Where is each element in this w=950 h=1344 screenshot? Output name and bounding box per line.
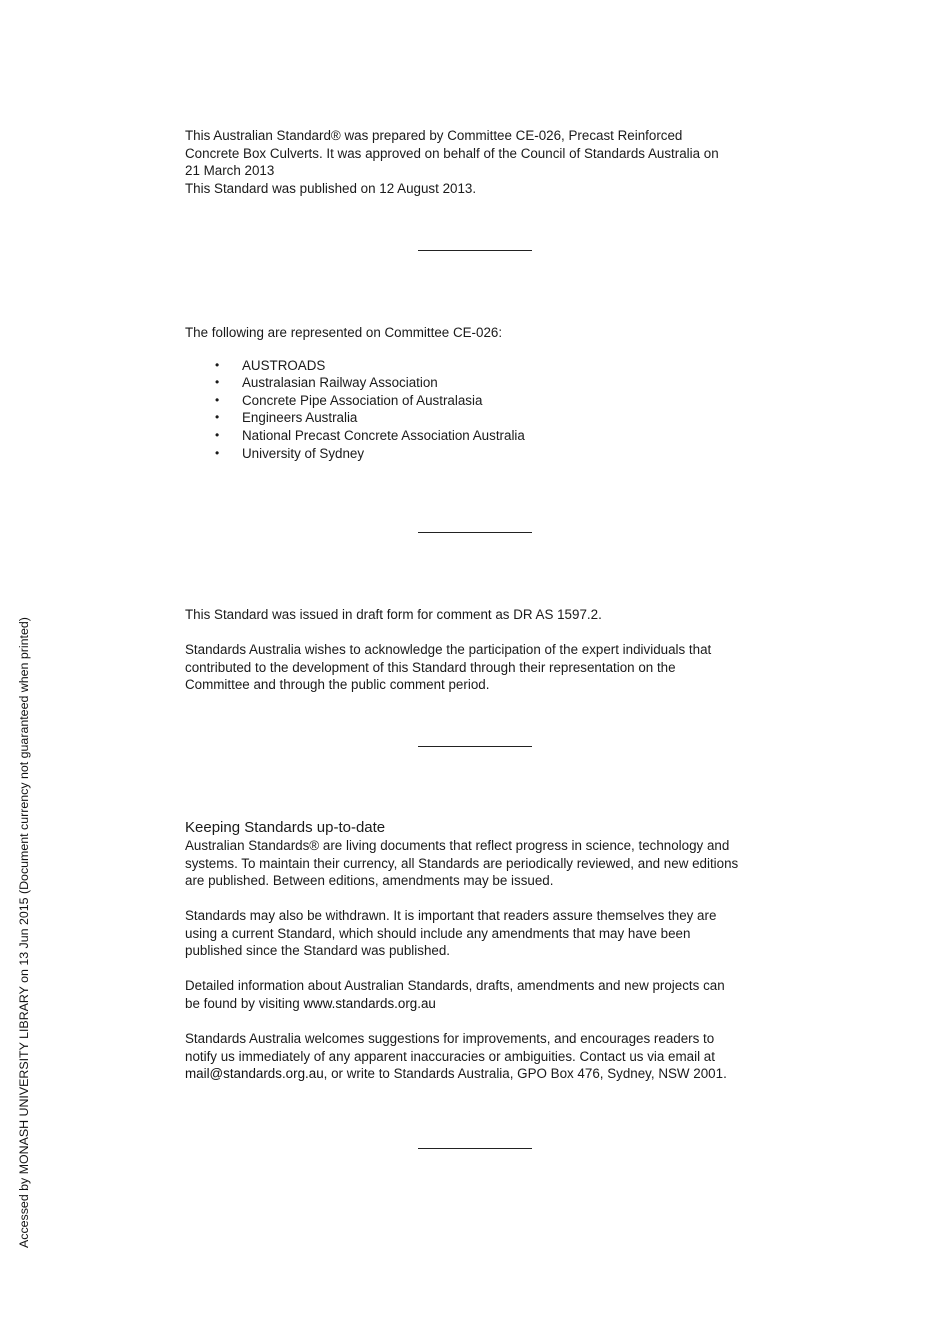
draft-statement: This Standard was issued in draft form for comment as DR AS 1597.2. bbox=[185, 607, 602, 622]
uptodate-block bbox=[185, 819, 775, 1083]
paragraph-line: notify us immediately of any apparent inaccuracies or ambiguities. Contact us via email at bbox=[185, 1048, 715, 1064]
paragraph-line: Detailed information about Australian Standards, drafts, amendments and new projects can bbox=[185, 978, 725, 994]
list-item bbox=[185, 409, 775, 427]
member-name: Concrete Pipe Association of Australasia bbox=[242, 392, 483, 408]
list-item bbox=[185, 427, 775, 445]
email-link[interactable]: mail@standards.org.au bbox=[185, 1066, 324, 1082]
section-divider bbox=[418, 746, 532, 747]
publication-date: This Standard was published on 12 August 2013. bbox=[185, 180, 477, 196]
preparation-block bbox=[185, 127, 775, 197]
section-heading: Keeping Standards up-to-date bbox=[185, 819, 386, 836]
bullet-icon: • bbox=[215, 427, 220, 442]
bullet-icon: • bbox=[215, 375, 220, 390]
preparation-line: Concrete Box Culverts. It was approved on behalf of the Council of Standards Australia on bbox=[185, 145, 719, 161]
paragraph-line bbox=[185, 995, 775, 1013]
section-divider bbox=[418, 1148, 532, 1149]
paragraph-line: published since the Standard was published. bbox=[185, 943, 451, 959]
draft-block bbox=[185, 606, 775, 694]
list-item bbox=[185, 445, 775, 463]
paragraph-line: Australian Standards® are living documents that reflect progress in science, technology and bbox=[185, 838, 730, 853]
list-item bbox=[185, 357, 775, 375]
paragraph-line: Standards may also be withdrawn. It is important that readers assure themselves they are bbox=[185, 908, 717, 924]
paragraph-line: are published. Between editions, amendments may be issued. bbox=[185, 873, 554, 889]
member-name: AUSTROADS bbox=[242, 357, 326, 373]
member-name: National Precast Concrete Association Australia bbox=[242, 427, 525, 443]
paragraph-line: Standards Australia welcomes suggestions for improvements, and encourages readers to bbox=[185, 1030, 715, 1046]
preparation-line: This Australian Standard® was prepared by Committee CE-026, Precast Reinforced bbox=[185, 128, 683, 143]
paragraph-text: , or write to Standards Australia, GPO Box 476, Sydney, NSW 2001. bbox=[323, 1066, 727, 1082]
list-item bbox=[185, 392, 775, 410]
bullet-icon: • bbox=[215, 445, 220, 460]
member-name: University of Sydney bbox=[242, 445, 365, 461]
approval-date: 21 March 2013 bbox=[185, 163, 275, 179]
member-name: Engineers Australia bbox=[242, 410, 358, 426]
committee-intro: The following are represented on Committee CE-026: bbox=[185, 325, 503, 340]
access-watermark: Accessed by MONASH UNIVERSITY LIBRARY on 13 Jun 2015 (Document currency not guaranteed when printed) bbox=[17, 617, 31, 1248]
acknowledgement-line: contributed to the development of this Standard through their representation on the bbox=[185, 659, 676, 675]
committee-member-list bbox=[185, 357, 775, 463]
paragraph-line bbox=[185, 1065, 775, 1083]
bullet-icon: • bbox=[215, 392, 220, 407]
section-divider bbox=[418, 532, 532, 533]
website-link[interactable]: www.standards.org.au bbox=[303, 995, 436, 1011]
paragraph-line: using a current Standard, which should include any amendments that may have been bbox=[185, 925, 691, 941]
member-name: Australasian Railway Association bbox=[242, 375, 438, 391]
list-item bbox=[185, 374, 775, 392]
committee-block bbox=[185, 324, 775, 462]
acknowledgement-line: Standards Australia wishes to acknowledge the participation of the expert individuals that bbox=[185, 641, 712, 657]
bullet-icon: • bbox=[215, 357, 220, 372]
paragraph-text: be found by visiting bbox=[185, 995, 304, 1011]
paragraph-line: systems. To maintain their currency, all Standards are periodically reviewed, and new editions bbox=[185, 855, 739, 871]
bullet-icon: • bbox=[215, 410, 220, 425]
acknowledgement-line: Committee and through the public comment period. bbox=[185, 677, 490, 693]
section-divider bbox=[418, 250, 532, 251]
